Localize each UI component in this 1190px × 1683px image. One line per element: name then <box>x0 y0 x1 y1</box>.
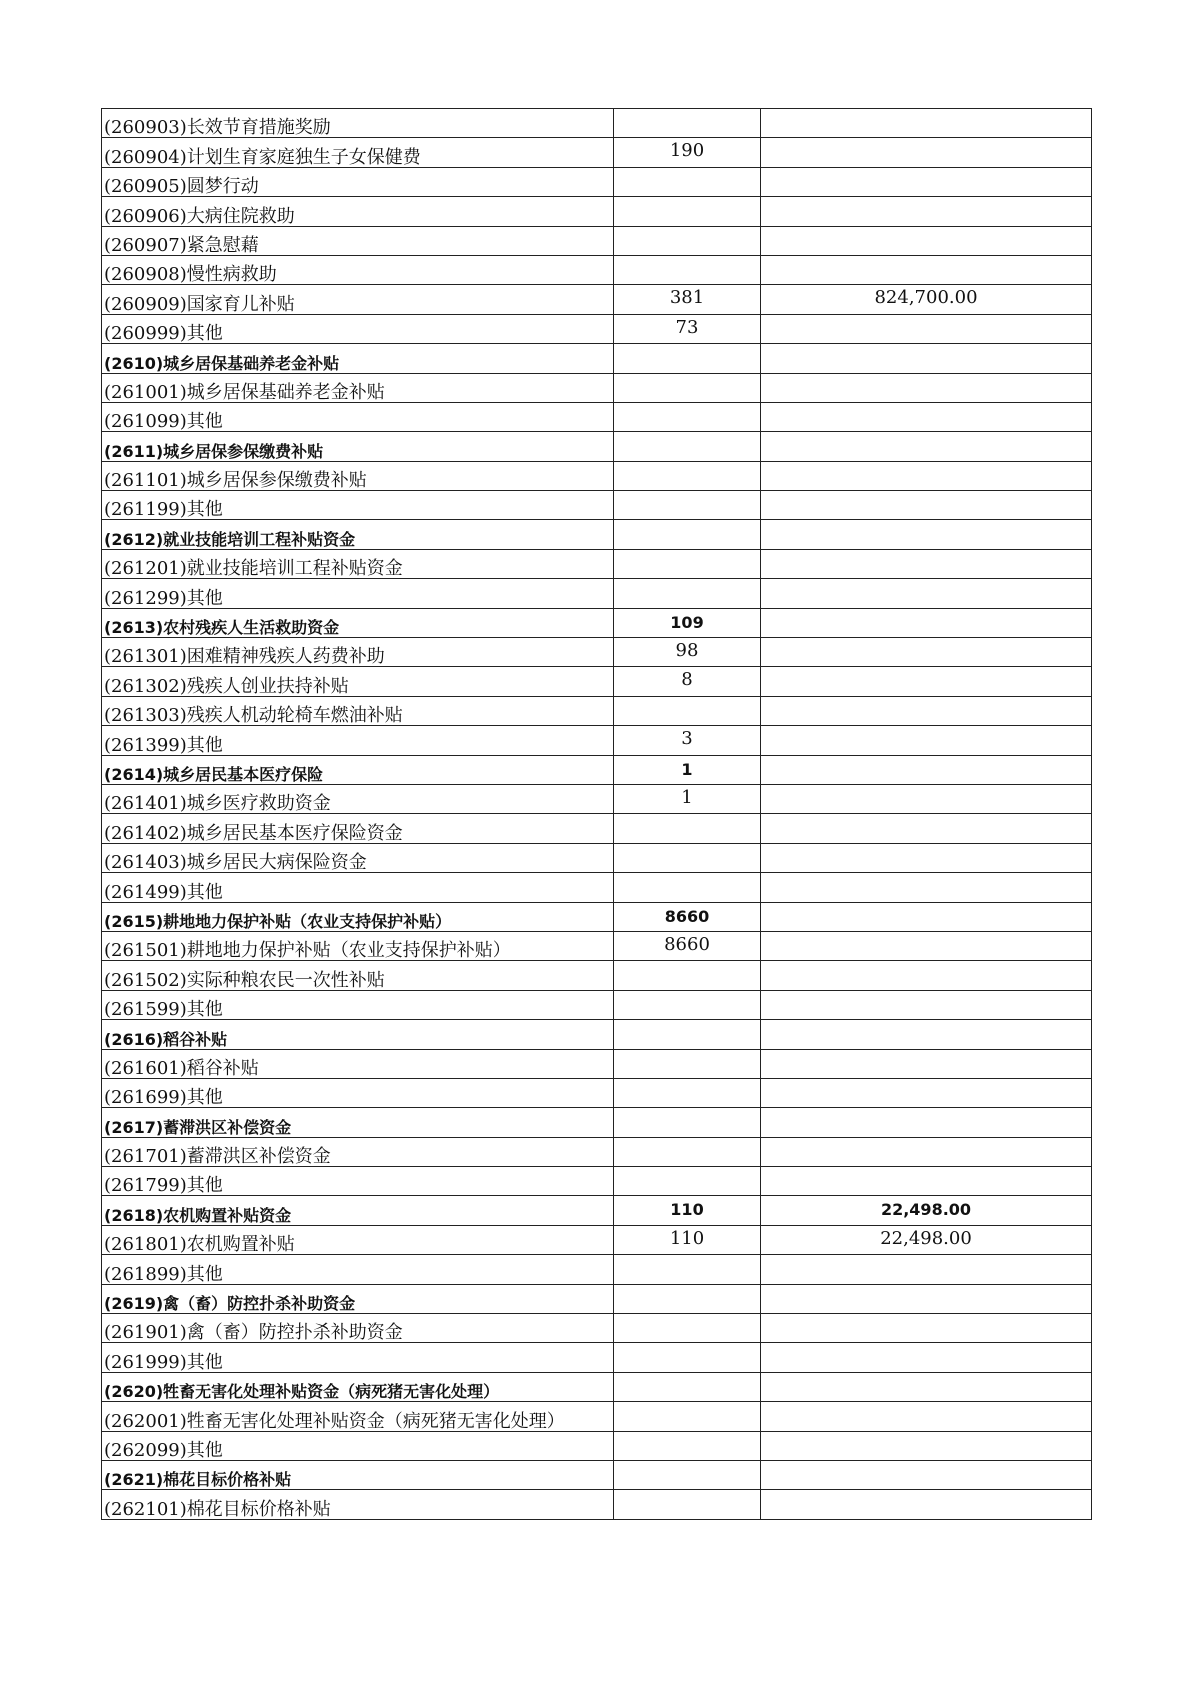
subsidy-table <box>101 108 1092 1520</box>
amount-cell <box>761 1167 1092 1196</box>
quantity-cell: 190 <box>614 138 761 167</box>
name-cell: (2615)耕地地力保护补贴（农业支持保护补贴） <box>102 902 614 931</box>
name-cell: (261199)其他 <box>102 491 614 520</box>
quantity-cell: 8660 <box>614 902 761 931</box>
quantity-cell: 1 <box>614 784 761 813</box>
name-cell: (261101)城乡居保参保缴费补贴 <box>102 461 614 490</box>
amount-cell <box>761 638 1092 667</box>
item-row <box>102 197 1092 226</box>
amount-cell <box>761 1284 1092 1313</box>
category-row <box>102 608 1092 637</box>
name-cell: (2616)稻谷补贴 <box>102 1020 614 1049</box>
quantity-cell <box>614 1020 761 1049</box>
quantity-cell <box>614 520 761 549</box>
quantity-cell: 8 <box>614 667 761 696</box>
quantity-cell <box>614 255 761 284</box>
name-cell: (2613)农村残疾人生活救助资金 <box>102 608 614 637</box>
amount-cell <box>761 226 1092 255</box>
amount-cell <box>761 961 1092 990</box>
amount-cell <box>761 1402 1092 1431</box>
item-row <box>102 373 1092 402</box>
item-row <box>102 1137 1092 1166</box>
quantity-cell <box>614 461 761 490</box>
amount-cell <box>761 314 1092 343</box>
amount-cell: 22,498.00 <box>761 1225 1092 1254</box>
item-row <box>102 843 1092 872</box>
quantity-cell: 110 <box>614 1225 761 1254</box>
quantity-cell <box>614 1078 761 1107</box>
amount-cell <box>761 461 1092 490</box>
category-row <box>102 1020 1092 1049</box>
name-cell: (2620)牲畜无害化处理补贴资金（病死猪无害化处理） <box>102 1372 614 1401</box>
item-row <box>102 667 1092 696</box>
amount-cell <box>761 1108 1092 1137</box>
amount-cell <box>761 1049 1092 1078</box>
quantity-cell <box>614 1490 761 1519</box>
item-row <box>102 873 1092 902</box>
amount-cell <box>761 814 1092 843</box>
amount-cell <box>761 432 1092 461</box>
item-row <box>102 696 1092 725</box>
category-row <box>102 432 1092 461</box>
item-row <box>102 1167 1092 1196</box>
item-row <box>102 167 1092 196</box>
amount-cell <box>761 667 1092 696</box>
name-cell: (260903)长效节育措施奖励 <box>102 109 614 138</box>
item-row <box>102 1431 1092 1460</box>
amount-cell <box>761 1255 1092 1284</box>
quantity-cell <box>614 1372 761 1401</box>
quantity-cell: 381 <box>614 285 761 314</box>
quantity-cell <box>614 579 761 608</box>
name-cell: (261699)其他 <box>102 1078 614 1107</box>
quantity-cell <box>614 1402 761 1431</box>
amount-cell <box>761 1372 1092 1401</box>
item-row <box>102 638 1092 667</box>
quantity-cell <box>614 432 761 461</box>
name-cell: (261099)其他 <box>102 402 614 431</box>
item-row <box>102 1343 1092 1372</box>
item-row <box>102 1225 1092 1254</box>
item-row <box>102 226 1092 255</box>
quantity-cell <box>614 1255 761 1284</box>
amount-cell <box>761 990 1092 1019</box>
quantity-cell <box>614 491 761 520</box>
name-cell: (260908)慢性病救助 <box>102 255 614 284</box>
name-cell: (2621)棉花目标价格补贴 <box>102 1460 614 1489</box>
quantity-cell <box>614 843 761 872</box>
quantity-cell <box>614 1049 761 1078</box>
name-cell: (261799)其他 <box>102 1167 614 1196</box>
name-cell: (261801)农机购置补贴 <box>102 1225 614 1254</box>
name-cell: (261901)禽（畜）防控扑杀补助资金 <box>102 1314 614 1343</box>
amount-cell <box>761 1431 1092 1460</box>
quantity-cell <box>614 402 761 431</box>
amount-cell <box>761 1314 1092 1343</box>
quantity-cell <box>614 549 761 578</box>
name-cell: (2610)城乡居保基础养老金补贴 <box>102 344 614 373</box>
amount-cell <box>761 1490 1092 1519</box>
quantity-cell <box>614 961 761 990</box>
category-row <box>102 1460 1092 1489</box>
quantity-cell <box>614 1167 761 1196</box>
item-row <box>102 109 1092 138</box>
category-row <box>102 1284 1092 1313</box>
name-cell: (261399)其他 <box>102 726 614 755</box>
category-row <box>102 902 1092 931</box>
amount-cell <box>761 1078 1092 1107</box>
quantity-cell <box>614 990 761 1019</box>
quantity-cell <box>614 814 761 843</box>
amount-cell <box>761 549 1092 578</box>
amount-cell <box>761 402 1092 431</box>
amount-cell <box>761 755 1092 784</box>
amount-cell <box>761 1343 1092 1372</box>
amount-cell <box>761 1137 1092 1166</box>
quantity-cell <box>614 873 761 902</box>
category-row <box>102 344 1092 373</box>
amount-cell <box>761 608 1092 637</box>
name-cell: (2619)禽（畜）防控扑杀补助资金 <box>102 1284 614 1313</box>
name-cell: (2617)蓄滞洪区补偿资金 <box>102 1108 614 1137</box>
quantity-cell: 73 <box>614 314 761 343</box>
amount-cell <box>761 931 1092 960</box>
name-cell: (261303)残疾人机动轮椅车燃油补贴 <box>102 696 614 725</box>
quantity-cell <box>614 1137 761 1166</box>
item-row <box>102 549 1092 578</box>
item-row <box>102 255 1092 284</box>
quantity-cell <box>614 696 761 725</box>
name-cell: (2611)城乡居保参保缴费补贴 <box>102 432 614 461</box>
subsidy-table-body <box>102 109 1092 1520</box>
name-cell: (262001)牲畜无害化处理补贴资金（病死猪无害化处理） <box>102 1402 614 1431</box>
name-cell: (262099)其他 <box>102 1431 614 1460</box>
item-row <box>102 1402 1092 1431</box>
category-row <box>102 1196 1092 1225</box>
item-row <box>102 491 1092 520</box>
name-cell: (261999)其他 <box>102 1343 614 1372</box>
name-cell: (2614)城乡居民基本医疗保险 <box>102 755 614 784</box>
name-cell: (261001)城乡居保基础养老金补贴 <box>102 373 614 402</box>
item-row <box>102 402 1092 431</box>
item-row <box>102 784 1092 813</box>
quantity-cell <box>614 1460 761 1489</box>
name-cell: (261402)城乡居民基本医疗保险资金 <box>102 814 614 843</box>
item-row <box>102 138 1092 167</box>
amount-cell <box>761 784 1092 813</box>
quantity-cell: 109 <box>614 608 761 637</box>
name-cell: (261701)蓄滞洪区补偿资金 <box>102 1137 614 1166</box>
quantity-cell: 1 <box>614 755 761 784</box>
item-row <box>102 579 1092 608</box>
quantity-cell <box>614 373 761 402</box>
item-row <box>102 1490 1092 1519</box>
name-cell: (262101)棉花目标价格补贴 <box>102 1490 614 1519</box>
quantity-cell: 3 <box>614 726 761 755</box>
name-cell: (261201)就业技能培训工程补贴资金 <box>102 549 614 578</box>
item-row <box>102 814 1092 843</box>
quantity-cell: 8660 <box>614 931 761 960</box>
name-cell: (261403)城乡居民大病保险资金 <box>102 843 614 872</box>
category-row <box>102 1372 1092 1401</box>
name-cell: (260999)其他 <box>102 314 614 343</box>
name-cell: (2618)农机购置补贴资金 <box>102 1196 614 1225</box>
amount-cell <box>761 1020 1092 1049</box>
amount-cell <box>761 373 1092 402</box>
amount-cell <box>761 344 1092 373</box>
item-row <box>102 285 1092 314</box>
name-cell: (261502)实际种粮农民一次性补贴 <box>102 961 614 990</box>
amount-cell <box>761 520 1092 549</box>
category-row <box>102 1108 1092 1137</box>
amount-cell <box>761 491 1092 520</box>
amount-cell <box>761 902 1092 931</box>
quantity-cell <box>614 109 761 138</box>
category-row <box>102 520 1092 549</box>
quantity-cell: 110 <box>614 1196 761 1225</box>
item-row <box>102 1255 1092 1284</box>
quantity-cell <box>614 1343 761 1372</box>
quantity-cell <box>614 1108 761 1137</box>
amount-cell <box>761 873 1092 902</box>
quantity-cell: 98 <box>614 638 761 667</box>
amount-cell <box>761 167 1092 196</box>
item-row <box>102 1314 1092 1343</box>
amount-cell <box>761 197 1092 226</box>
item-row <box>102 1078 1092 1107</box>
name-cell: (260907)紧急慰藉 <box>102 226 614 255</box>
amount-cell <box>761 696 1092 725</box>
name-cell: (260904)计划生育家庭独生子女保健费 <box>102 138 614 167</box>
item-row <box>102 1049 1092 1078</box>
amount-cell <box>761 579 1092 608</box>
quantity-cell <box>614 197 761 226</box>
amount-cell <box>761 255 1092 284</box>
quantity-cell <box>614 226 761 255</box>
name-cell: (261302)残疾人创业扶持补贴 <box>102 667 614 696</box>
name-cell: (261301)困难精神残疾人药费补助 <box>102 638 614 667</box>
amount-cell <box>761 109 1092 138</box>
amount-cell <box>761 843 1092 872</box>
amount-cell <box>761 138 1092 167</box>
name-cell: (261401)城乡医疗救助资金 <box>102 784 614 813</box>
amount-cell: 824,700.00 <box>761 285 1092 314</box>
quantity-cell <box>614 167 761 196</box>
category-row <box>102 755 1092 784</box>
amount-cell: 22,498.00 <box>761 1196 1092 1225</box>
quantity-cell <box>614 344 761 373</box>
quantity-cell <box>614 1314 761 1343</box>
item-row <box>102 990 1092 1019</box>
name-cell: (260906)大病住院救助 <box>102 197 614 226</box>
name-cell: (261499)其他 <box>102 873 614 902</box>
item-row <box>102 314 1092 343</box>
item-row <box>102 461 1092 490</box>
quantity-cell <box>614 1431 761 1460</box>
name-cell: (261899)其他 <box>102 1255 614 1284</box>
item-row <box>102 961 1092 990</box>
amount-cell <box>761 1460 1092 1489</box>
name-cell: (260909)国家育儿补贴 <box>102 285 614 314</box>
name-cell: (261599)其他 <box>102 990 614 1019</box>
name-cell: (261601)稻谷补贴 <box>102 1049 614 1078</box>
name-cell: (2612)就业技能培训工程补贴资金 <box>102 520 614 549</box>
item-row <box>102 726 1092 755</box>
quantity-cell <box>614 1284 761 1313</box>
name-cell: (260905)圆梦行动 <box>102 167 614 196</box>
item-row <box>102 931 1092 960</box>
name-cell: (261299)其他 <box>102 579 614 608</box>
amount-cell <box>761 726 1092 755</box>
name-cell: (261501)耕地地力保护补贴（农业支持保护补贴） <box>102 931 614 960</box>
